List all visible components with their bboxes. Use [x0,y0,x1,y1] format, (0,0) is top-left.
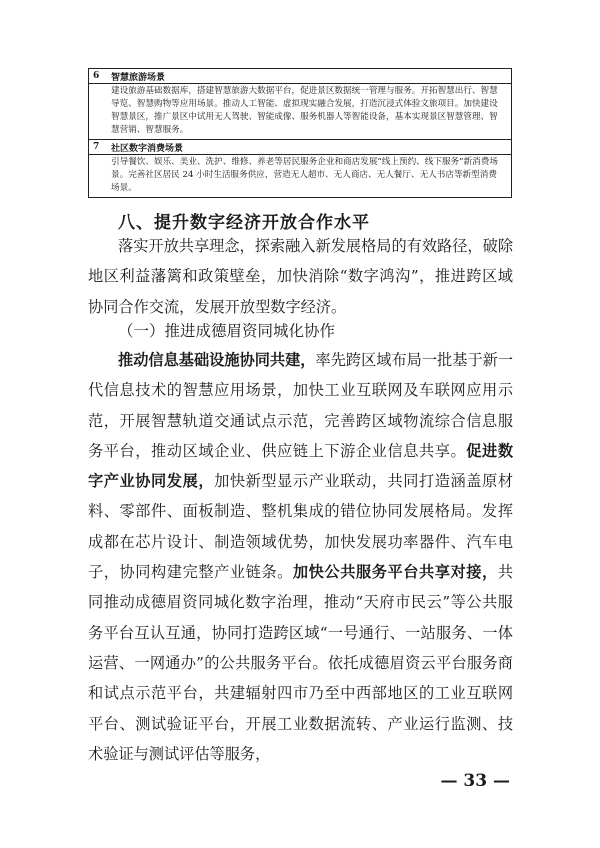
table-row-body: 建设旅游基础数据库，搭建智慧旅游大数据平台，促进景区数据统一管理与服务。开拓智慧出行、智慧导览、智慧购物等应用场景。推动人工智能、虚拟现实融合发展，打造沉浸式体验文旅项目。加快建设智慧景区，推广景区中试用无人驾驶、智能成像、服务机器人等智能设备，基本实现景区智慧管理、智慧营销、智慧服务。 [89,84,511,140]
intro-paragraph: 落实开放共享理念，探索融入新发展格局的有效路径，破除地区利益藩篱和政策壁垒，加快消除“数字鸿沟”，推进跨区域协同合作交流，发展开放型数字经济。 [88,237,513,316]
table-row-header [89,140,511,155]
main-paragraph [88,345,513,769]
paragraph-text-1: 率先跨区域布局一批基于新一代信息技术的智慧应用场景，加快工业互联网及车联网应用示范，开展智慧轨道交通试点示范，完善跨区域物流综合信息服务平台，推动区域企业、供应链上下游企业信息共享。 [88,351,514,460]
row-number: 7 [93,142,100,152]
subheading: （一）推进成德眉资同城化协作 [118,322,336,340]
section-heading: 八、提升数字经济开放合作水平 [118,213,370,233]
table-row-body: 引导餐饮、娱乐、美业、洗护、维修、养老等居民服务企业和商店发展“线上预约、线下服务”新消费场景。完善社区居民 24 小时生活服务供应，营造无人超市、无人商店、无人餐厅、无人书店等新型消费场景。 [111,157,498,193]
paragraph-text-3: 共同推动成德眉资同城化数字治理，推动“天府市民云”等公共服务平台互认互通，协同打造跨区域“一号通行、一站服务、一体运营、一网通办”的公共服务平台。依托成德眉资云平台服务商和试点示范平台，共建辐射四市乃至中西部地区的工业互联网平台、测试验证平台，开展工业数据流转、产业运行监测、技术验证与测试评估等服务， [88,563,514,763]
table-row-header [89,69,511,84]
page-number: — 33 — [440,771,510,791]
bold-lead-2: 促进数字产业协同发展， [88,441,514,491]
bold-lead-1: 推动信息基础设施协同共建， [118,351,316,369]
bold-lead-3: 加快公共服务平台共享对接， [292,563,498,582]
scenario-table [88,68,512,198]
row-number: 6 [93,71,100,81]
row-title: 社区数字消费场景 [111,143,184,154]
paragraph-text-2: 加快新型显示产业联动，共同打造涵盖原材料、零部件、面板制造、整机集成的错位协同发展格局。发挥成都在芯片设计、制造领域优势，加快发展功率器件、汽车电子，协同构建完整产业链条。 [88,472,514,582]
row-title: 智慧旅游场景 [111,72,166,83]
